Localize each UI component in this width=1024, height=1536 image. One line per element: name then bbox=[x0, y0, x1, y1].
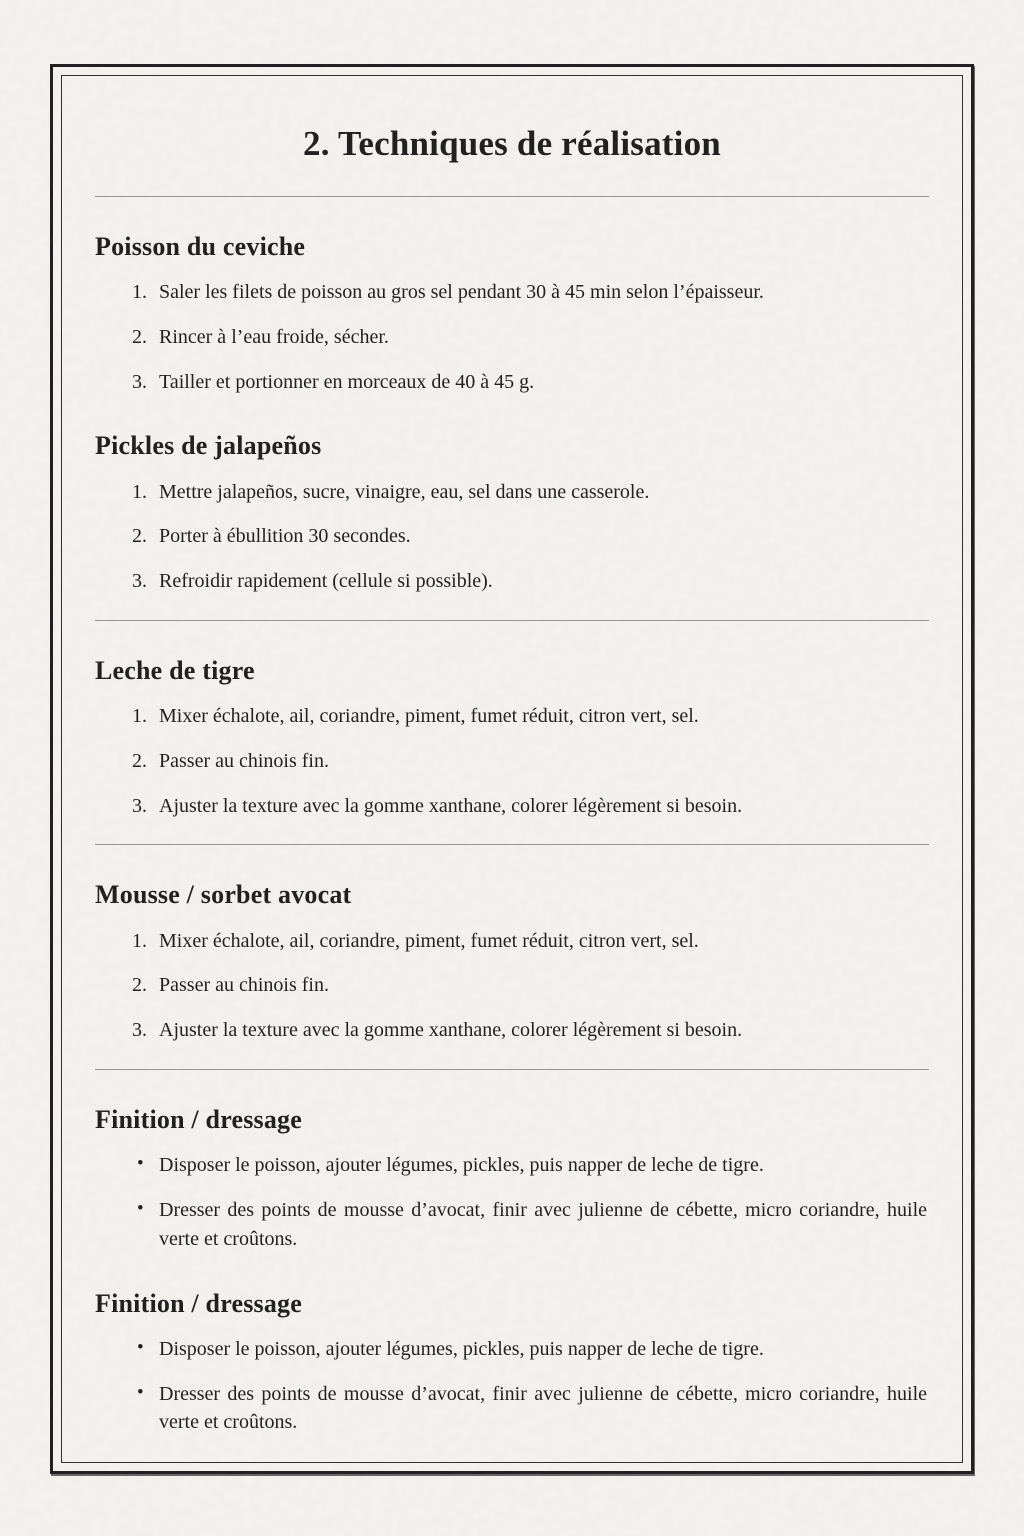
steps-list bbox=[95, 927, 929, 1045]
list-item: Mixer échalote, ail, coriandre, piment, fumet réduit, citron vert, sel. bbox=[159, 705, 699, 728]
section-heading: Mousse / sorbet avocat bbox=[95, 880, 352, 910]
bullet-list bbox=[95, 1151, 929, 1253]
list-item: Passer au chinois fin. bbox=[159, 749, 329, 772]
section-divider bbox=[95, 1069, 929, 1070]
list-item: Tailler et portionner en morceaux de 40 à 45 g. bbox=[159, 370, 535, 393]
section-heading: Finition / dressage bbox=[95, 1105, 303, 1135]
list-item: • Disposer le poisson, ajouter légumes, pickles, puis napper de leche de tigre. bbox=[95, 1151, 929, 1180]
list-item: Ajuster la texture avec la gomme xanthane, colorer légèrement si besoin. bbox=[159, 1019, 743, 1042]
section-heading: Finition / dressage bbox=[95, 1288, 303, 1318]
list-item: • Dresser des points de mousse d’avocat, finir avec julienne de cébette, micro coriandre, huile verte et croûtons. bbox=[95, 1380, 929, 1438]
section-heading: Leche de tigre bbox=[95, 655, 255, 685]
section-divider bbox=[95, 844, 929, 845]
section-mousse-sorbet-avocat bbox=[95, 879, 929, 1045]
steps-list bbox=[95, 478, 929, 596]
list-item: • Disposer le poisson, ajouter légumes, pickles, puis napper de leche de tigre. bbox=[95, 1335, 929, 1364]
list-item: Passer au chinois fin. bbox=[159, 974, 329, 997]
section-heading: Poisson du ceviche bbox=[95, 231, 306, 261]
section-divider bbox=[95, 620, 929, 621]
list-item: Refroidir rapidement (cellule si possible). bbox=[159, 570, 493, 593]
steps-list bbox=[95, 278, 929, 396]
section-poisson-du-ceviche bbox=[95, 231, 929, 397]
list-item: Rincer à l’eau froide, sécher. bbox=[159, 325, 389, 348]
list-item: Mettre jalapeños, sucre, vinaigre, eau, sel dans une casserole. bbox=[159, 480, 650, 503]
section-heading: Pickles de jalapeños bbox=[95, 431, 322, 461]
title-divider bbox=[95, 196, 929, 197]
section-leche-de-tigre bbox=[95, 655, 929, 821]
bullet-list bbox=[95, 1335, 929, 1437]
section-pickles-de-jalapenos bbox=[95, 430, 929, 596]
page-title: 2. Techniques de réalisation bbox=[303, 124, 721, 163]
page-frame bbox=[50, 64, 974, 1474]
list-item: • Dresser des points de mousse d’avocat, finir avec julienne de cébette, micro coriandre, huile verte et croûtons. bbox=[95, 1196, 929, 1254]
section-finition-dressage-2 bbox=[95, 1288, 929, 1438]
steps-list bbox=[95, 702, 929, 820]
list-item: Porter à ébullition 30 secondes. bbox=[159, 525, 411, 548]
list-item: Saler les filets de poisson au gros sel pendant 30 à 45 min selon l’épaisseur. bbox=[159, 280, 764, 303]
list-item: Ajuster la texture avec la gomme xanthane, colorer légèrement si besoin. bbox=[159, 794, 743, 817]
list-item: Mixer échalote, ail, coriandre, piment, fumet réduit, citron vert, sel. bbox=[159, 929, 699, 952]
page-content bbox=[61, 75, 963, 1463]
section-finition-dressage-1 bbox=[95, 1104, 929, 1254]
